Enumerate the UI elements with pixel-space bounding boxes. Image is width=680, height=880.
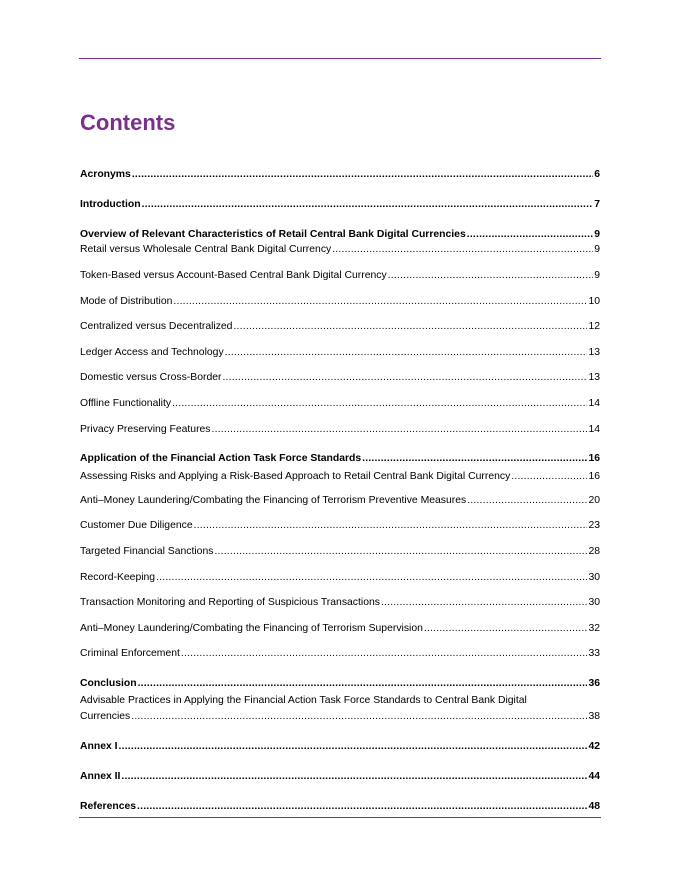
- page-number: 23: [588, 520, 600, 531]
- toc-entry-ledger-access[interactable]: Ledger Access and Technology ..... 13: [80, 346, 600, 360]
- toc-entry-annex-1[interactable]: Annex I ..... 42: [80, 740, 600, 754]
- toc-entry-advisable-practices[interactable]: Currencies ..... 38: [80, 710, 600, 724]
- toc-entry-record-keeping[interactable]: Record-Keeping ..... 30: [80, 571, 600, 585]
- page-number: 9: [594, 270, 600, 281]
- toc-entry-application-fatf[interactable]: Application of the Financial Action Task Force Standards ..... 16: [80, 452, 600, 466]
- page-number: 14: [588, 398, 600, 409]
- toc-entry-centralized[interactable]: Centralized versus Decentralized ..... 12: [80, 320, 600, 334]
- page-number: 13: [588, 347, 600, 358]
- toc-entry-conclusion[interactable]: Conclusion ..... 36: [80, 677, 600, 691]
- page-number: 48: [588, 801, 600, 812]
- toc-entry-customer-due-diligence[interactable]: Customer Due Diligence ..... 23: [80, 519, 600, 533]
- page-title: Contents: [80, 110, 176, 135]
- page-number: 6: [594, 169, 600, 180]
- page-number: 16: [588, 471, 600, 482]
- toc-entry-token-vs-account[interactable]: Token-Based versus Account-Based Central Bank Digital Currency ..... 9: [80, 269, 600, 283]
- toc-entry-transaction-monitoring[interactable]: Transaction Monitoring and Reporting of Suspicious Transactions ..... 30: [80, 596, 600, 610]
- toc-entry-advisable-practices-line1[interactable]: Advisable Practices in Applying the Financial Action Task Force Standards to Central Bank Digital: [80, 695, 527, 706]
- page-number: 32: [588, 623, 600, 634]
- page-number: 12: [588, 321, 600, 332]
- toc-entry-annex-2[interactable]: Annex II ..... 44: [80, 770, 600, 784]
- toc-entry-domestic-cross-border[interactable]: Domestic versus Cross-Border ..... 13: [80, 371, 600, 385]
- footer-rule: [79, 817, 601, 818]
- page-number: 14: [588, 424, 600, 435]
- page-number: 20: [588, 495, 600, 506]
- toc-entry-aml-supervision[interactable]: Anti–Money Laundering/Combating the Financing of Terrorism Supervision ..... 32: [80, 622, 600, 636]
- page-number: 28: [588, 546, 600, 557]
- toc-entry-references[interactable]: References ..... 48: [80, 800, 600, 814]
- page-number: 30: [588, 597, 600, 608]
- page-number: 10: [588, 296, 600, 307]
- toc-entry-privacy[interactable]: Privacy Preserving Features ..... 14: [80, 423, 600, 437]
- page-number: 13: [588, 372, 600, 383]
- toc-entry-offline[interactable]: Offline Functionality ..... 14: [80, 397, 600, 411]
- toc-entry-retail-vs-wholesale[interactable]: Retail versus Wholesale Central Bank Digital Currency ..... 9: [80, 243, 600, 257]
- toc-entry-mode-of-distribution[interactable]: Mode of Distribution ..... 10: [80, 295, 600, 309]
- page-number: 9: [594, 229, 600, 240]
- toc-entry-targeted-sanctions[interactable]: Targeted Financial Sanctions ..... 28: [80, 545, 600, 559]
- page-number: 38: [588, 711, 600, 722]
- page-number: 16: [588, 453, 600, 464]
- header-rule: [79, 58, 601, 59]
- page-number: 42: [588, 741, 600, 752]
- toc-entry-acronyms[interactable]: Acronyms ..... 6: [80, 168, 600, 182]
- toc-entry-aml-preventive[interactable]: Anti–Money Laundering/Combating the Financing of Terrorism Preventive Measures ..... 20: [80, 494, 600, 508]
- page-number: 7: [594, 199, 600, 210]
- page-number: 30: [588, 572, 600, 583]
- page-number: 33: [588, 648, 600, 659]
- toc-entry-introduction[interactable]: Introduction ..... 7: [80, 198, 600, 212]
- page-number: 9: [594, 244, 600, 255]
- toc-entry-overview[interactable]: Overview of Relevant Characteristics of Retail Central Bank Digital Currencies ..... 9: [80, 228, 600, 242]
- toc-entry-criminal-enforcement[interactable]: Criminal Enforcement ..... 33: [80, 647, 600, 661]
- toc-entry-assessing-risks[interactable]: Assessing Risks and Applying a Risk-Based Approach to Retail Central Bank Digital Currency ..... 16: [80, 470, 600, 484]
- page-number: 36: [588, 678, 600, 689]
- page-number: 44: [588, 771, 600, 782]
